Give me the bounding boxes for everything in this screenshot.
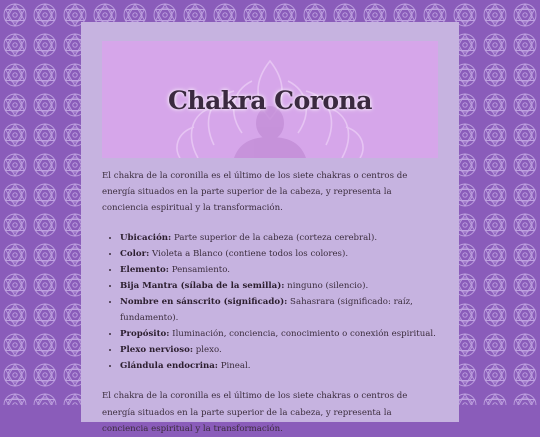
- list-item: [120, 358, 438, 374]
- detail-value: Iluminación, conciencia, conocimiento o conexión espiritual.: [169, 329, 436, 340]
- detail-value: Parte superior de la cabeza (corteza cerebral).: [171, 232, 378, 243]
- list-item: [120, 262, 438, 278]
- list-item: [120, 294, 438, 326]
- detail-label: Ubicación:: [120, 232, 172, 243]
- list-item: [120, 278, 438, 294]
- detail-value: Pensamiento.: [168, 264, 230, 275]
- page-title: Chakra Corona: [168, 86, 372, 115]
- detail-value: Sahasrara (significado: raíz, fundamento).: [120, 296, 413, 324]
- outro-paragraph: El chakra de la coronilla es el último de los siete chakras o centros de energía situados en la parte superior de la cabeza, y representa la conciencia espiritual y la transformación.: [102, 391, 408, 434]
- detail-value: Pineal.: [217, 361, 251, 372]
- detail-value: plexo.: [193, 345, 222, 356]
- header-banner: [102, 41, 438, 158]
- detail-label: Plexo nervioso:: [120, 345, 194, 356]
- list-item: [120, 326, 438, 342]
- detail-label: Nombre en sánscrito (significado):: [120, 296, 288, 307]
- article-body: [102, 168, 438, 437]
- detail-value: Violeta a Blanco (contiene todos los colores).: [149, 248, 349, 259]
- list-item: [120, 246, 438, 262]
- list-item: [120, 342, 438, 358]
- chakra-details-list: [102, 230, 438, 375]
- detail-label: Propósito:: [120, 329, 170, 340]
- detail-label: Bija Mantra (sílaba de la semilla):: [120, 280, 285, 291]
- detail-label: Elemento:: [120, 264, 169, 275]
- content-card: [81, 22, 459, 434]
- detail-value: ninguno (silencio).: [284, 280, 369, 291]
- intro-paragraph: El chakra de la coronilla es el último de los siete chakras o centros de energía situados en la parte superior de la cabeza, y representa la conciencia espiritual y la transformación.: [102, 171, 408, 214]
- detail-label: Glándula endocrina:: [120, 361, 218, 372]
- detail-label: Color:: [120, 248, 150, 259]
- list-item: [120, 230, 438, 246]
